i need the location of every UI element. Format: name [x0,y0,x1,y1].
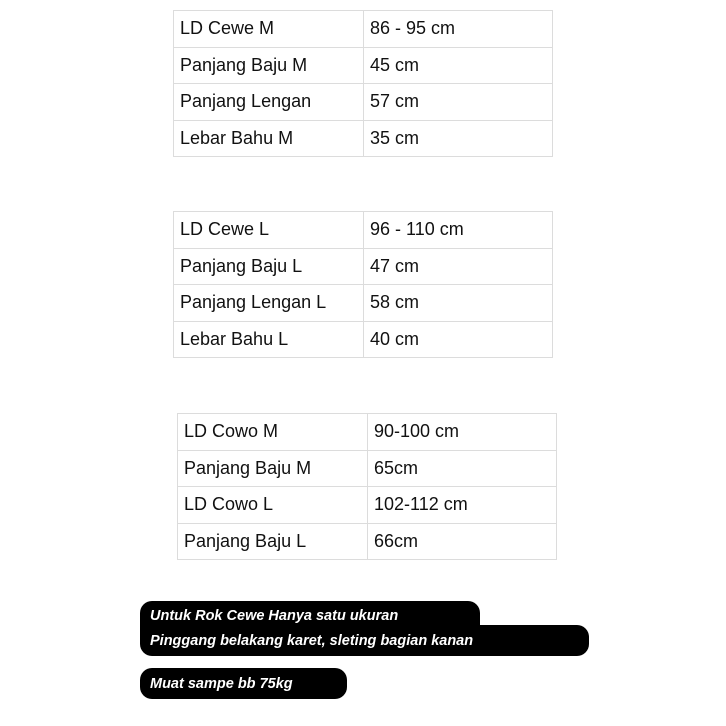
note-weight [140,668,347,699]
measurement-value: 65cm [368,450,557,487]
measurement-label: LD Cewe L [174,212,364,249]
table-row [174,248,553,285]
note-waist [140,625,589,656]
measurement-label: Panjang Baju M [174,47,364,84]
note-text: Pinggang belakang karet, sleting bagian kanan [150,632,474,649]
measurement-label: Lebar Bahu L [174,321,364,358]
measurement-label: Panjang Baju L [178,523,368,560]
table-row [174,285,553,322]
measurement-value: 57 cm [364,84,553,121]
measurement-label: Panjang Baju L [174,248,364,285]
table-row [178,487,557,524]
measurement-value: 58 cm [364,285,553,322]
measurement-value: 40 cm [364,321,553,358]
measurement-value: 35 cm [364,120,553,157]
table-row [178,414,557,451]
measurement-value: 102-112 cm [368,487,557,524]
table-row [174,47,553,84]
table-row [174,11,553,48]
table-row [174,84,553,121]
note-text: Muat sampe bb 75kg [150,675,293,692]
size-table-cowo [177,413,557,560]
measurement-value: 96 - 110 cm [364,212,553,249]
measurement-label: Lebar Bahu M [174,120,364,157]
measurement-value: 47 cm [364,248,553,285]
size-table-cewe-l [173,211,553,358]
table-row [178,523,557,560]
measurement-label: Panjang Baju M [178,450,368,487]
size-table-cewe-m [173,10,553,157]
measurement-value: 45 cm [364,47,553,84]
measurement-value: 66cm [368,523,557,560]
measurement-value: 86 - 95 cm [364,11,553,48]
table-row [174,321,553,358]
measurement-label: LD Cowo L [178,487,368,524]
measurement-label: LD Cowo M [178,414,368,451]
measurement-value: 90-100 cm [368,414,557,451]
table-row [174,120,553,157]
measurement-label: LD Cewe M [174,11,364,48]
table-row [174,212,553,249]
measurement-label: Panjang Lengan L [174,285,364,322]
table-row [178,450,557,487]
note-text: Untuk Rok Cewe Hanya satu ukuran [150,608,399,624]
measurement-label: Panjang Lengan [174,84,364,121]
